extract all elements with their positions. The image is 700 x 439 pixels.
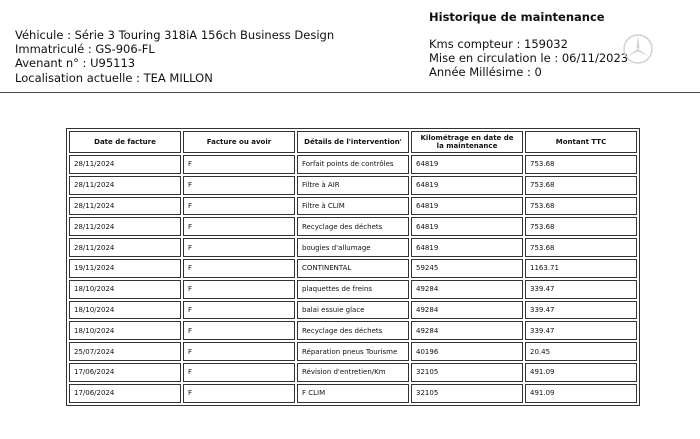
cell-mileage: 64819: [411, 155, 523, 174]
table-row: [69, 342, 637, 361]
first-registration-date: Mise en circulation le : 06/11/2023: [429, 51, 629, 66]
cell-invoice-type: F: [183, 259, 295, 278]
cell-amount: 20.45: [525, 342, 637, 361]
table-row: [69, 384, 637, 403]
cell-intervention-details: Recyclage des déchets: [297, 217, 409, 236]
table-row: [69, 238, 637, 257]
header-invoice-type: Facture ou avoir: [183, 131, 295, 153]
cell-invoice-date: 25/07/2024: [69, 342, 181, 361]
header-invoice-date: Date de facture: [69, 131, 181, 153]
maintenance-title: Historique de maintenance: [429, 10, 605, 24]
cell-invoice-date: 28/11/2024: [69, 155, 181, 174]
cell-mileage: 64819: [411, 176, 523, 195]
cell-amount: 339.47: [525, 301, 637, 320]
cell-mileage: 64819: [411, 217, 523, 236]
cell-intervention-details: Filtre à CLIM: [297, 197, 409, 216]
table-row: [69, 155, 637, 174]
cell-mileage: 40196: [411, 342, 523, 361]
mercedes-star-icon: [622, 33, 654, 65]
cell-intervention-details: Réparation pneus Tourisme: [297, 342, 409, 361]
table-row: [69, 363, 637, 382]
cell-intervention-details: Forfait points de contrôles: [297, 155, 409, 174]
model-year: Année Millésime : 0: [429, 65, 542, 80]
table-row: [69, 301, 637, 320]
cell-mileage: 32105: [411, 363, 523, 382]
header-divider: [0, 92, 700, 93]
vehicle-amendment: Avenant n° : U95113: [15, 56, 136, 71]
cell-amount: 753.68: [525, 197, 637, 216]
maintenance-table: [66, 128, 640, 406]
cell-invoice-date: 28/11/2024: [69, 176, 181, 195]
cell-invoice-date: 18/10/2024: [69, 301, 181, 320]
cell-invoice-type: F: [183, 238, 295, 257]
cell-amount: 491.09: [525, 363, 637, 382]
cell-intervention-details: plaquettes de freins: [297, 280, 409, 299]
cell-intervention-details: Filtre à AIR: [297, 176, 409, 195]
cell-invoice-date: 17/06/2024: [69, 384, 181, 403]
maintenance-table-container: [66, 128, 638, 406]
cell-invoice-type: F: [183, 176, 295, 195]
cell-intervention-details: Recyclage des déchets: [297, 321, 409, 340]
cell-mileage: 32105: [411, 384, 523, 403]
header-mileage: Kilométrage en date de la maintenance: [411, 131, 523, 153]
cell-invoice-date: 28/11/2024: [69, 197, 181, 216]
cell-invoice-date: 18/10/2024: [69, 321, 181, 340]
cell-invoice-type: F: [183, 197, 295, 216]
cell-amount: 753.68: [525, 238, 637, 257]
table-row: [69, 176, 637, 195]
table-header-row: [69, 131, 637, 153]
cell-mileage: 64819: [411, 197, 523, 216]
header-intervention-details: Détails de l'intervention': [297, 131, 409, 153]
cell-intervention-details: Révision d'entretien/Km: [297, 363, 409, 382]
cell-invoice-date: 28/11/2024: [69, 238, 181, 257]
header-amount: Montant TTC: [525, 131, 637, 153]
vehicle-location: Localisation actuelle : TEA MILLON: [15, 70, 213, 85]
cell-invoice-type: F: [183, 280, 295, 299]
cell-amount: 1163.71: [525, 259, 637, 278]
cell-mileage: 49284: [411, 280, 523, 299]
cell-amount: 753.68: [525, 217, 637, 236]
cell-amount: 753.68: [525, 155, 637, 174]
vehicle-info: [15, 28, 334, 85]
vehicle-model: Véhicule : Série 3 Touring 318iA 156ch Business Design: [15, 28, 335, 42]
cell-amount: 339.47: [525, 280, 637, 299]
table-row: [69, 259, 637, 278]
cell-invoice-type: F: [183, 384, 295, 403]
cell-intervention-details: CONTINENTAL: [297, 259, 409, 278]
odometer: Kms compteur : 159032: [429, 37, 568, 51]
cell-invoice-date: 19/11/2024: [69, 259, 181, 278]
cell-invoice-type: F: [183, 363, 295, 382]
table-row: [69, 280, 637, 299]
table-row: [69, 197, 637, 216]
cell-invoice-type: F: [183, 155, 295, 174]
table-row: [69, 321, 637, 340]
cell-invoice-date: 28/11/2024: [69, 217, 181, 236]
cell-intervention-details: balai essuie glace: [297, 301, 409, 320]
cell-invoice-type: F: [183, 321, 295, 340]
cell-mileage: 64819: [411, 238, 523, 257]
maintenance-info: [429, 37, 628, 80]
cell-mileage: 49284: [411, 301, 523, 320]
cell-amount: 753.68: [525, 176, 637, 195]
cell-invoice-type: F: [183, 342, 295, 361]
cell-mileage: 59245: [411, 259, 523, 278]
cell-invoice-type: F: [183, 217, 295, 236]
cell-intervention-details: F CLIM: [297, 384, 409, 403]
cell-mileage: 49284: [411, 321, 523, 340]
cell-amount: 339.47: [525, 321, 637, 340]
cell-amount: 491.09: [525, 384, 637, 403]
cell-intervention-details: bougies d'allumage: [297, 238, 409, 257]
table-row: [69, 217, 637, 236]
vehicle-registration: Immatriculé : GS-906-FL: [15, 42, 155, 57]
cell-invoice-type: F: [183, 301, 295, 320]
cell-invoice-date: 18/10/2024: [69, 280, 181, 299]
cell-invoice-date: 17/06/2024: [69, 363, 181, 382]
